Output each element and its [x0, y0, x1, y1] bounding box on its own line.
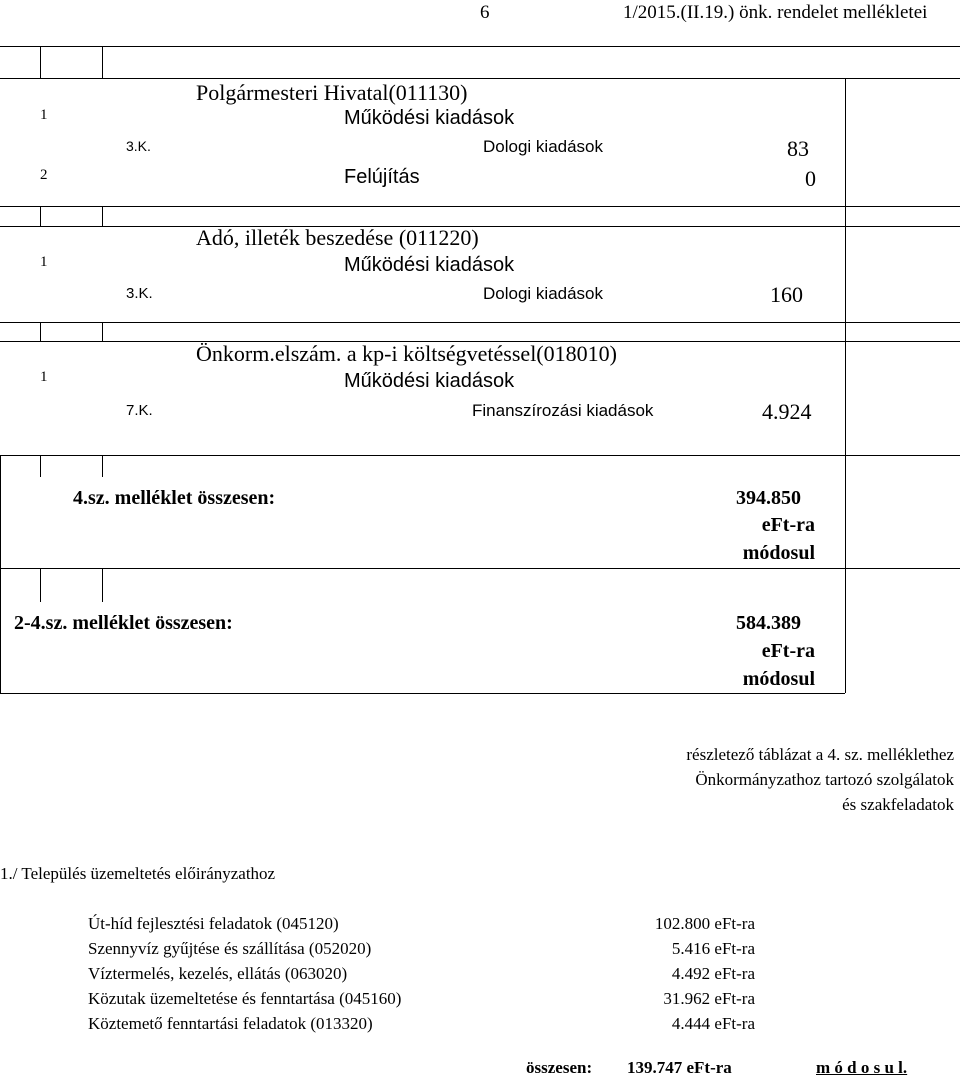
section-total-value: 139.747 eFt-ra [627, 1058, 732, 1077]
total24-label: 2-4.sz. melléklet összesen: [14, 612, 233, 634]
block3-row2-value: 4.924 [762, 399, 812, 424]
block3-row1-label: Működési kiadások [344, 370, 515, 392]
note-line3: és szakfeladatok [842, 795, 954, 814]
block3-title: Önkorm.elszám. a kp-i költségvetéssel(018010) [196, 341, 617, 366]
total4-word: módosul [742, 542, 815, 564]
list-item-label: Köztemető fenntartási feladatok (013320) [88, 1014, 373, 1033]
block1-row2-code: 3.K. [126, 138, 151, 154]
block2-row1-label: Működési kiadások [344, 254, 515, 276]
block1-row3-label: Felújítás [344, 166, 420, 188]
total24-value: 584.389 [736, 612, 801, 634]
block1-row3-value: 0 [805, 166, 816, 191]
block3-row1-num: 1 [40, 369, 48, 385]
block3-row2-code: 7.K. [126, 402, 153, 419]
total24-word: módosul [742, 668, 815, 690]
block1-title: Polgármesteri Hivatal(011130) [196, 80, 468, 105]
section-total-label: összesen: [526, 1058, 593, 1077]
section-heading: 1./ Település üzemeltetés előirányzathoz [0, 864, 276, 883]
list-item-value: 4.444 eFt-ra [671, 1014, 755, 1033]
block2-row2-label: Dologi kiadások [483, 284, 604, 303]
page-number: 6 [480, 2, 490, 23]
section-total-word: m ó d o s u l. [816, 1058, 908, 1077]
block1-row1-num: 1 [40, 107, 48, 123]
total4-label: 4.sz. melléklet összesen: [73, 487, 276, 509]
list-item-value: 5.416 eFt-ra [671, 939, 755, 958]
list-item-value: 102.800 eFt-ra [654, 914, 755, 933]
total24-unit: eFt-ra [761, 640, 815, 662]
block2-row2-code: 3.K. [126, 285, 153, 302]
total4-unit: eFt-ra [761, 514, 815, 536]
block2-row1-num: 1 [40, 254, 48, 270]
list-item-value: 31.962 eFt-ra [663, 989, 755, 1008]
note-line1: részletező táblázat a 4. sz. melléklethez [686, 745, 954, 764]
block1-row2-value: 83 [787, 136, 809, 161]
list-item-label: Út-híd fejlesztési feladatok (045120) [88, 914, 339, 933]
list-item-label: Közutak üzemeltetése és fenntartása (045160) [88, 989, 402, 1008]
block1-row3-num: 2 [40, 167, 48, 183]
block2-title: Adó, illeték beszedése (011220) [196, 225, 479, 250]
total4-value: 394.850 [736, 487, 801, 509]
block1-row1-label: Működési kiadások [344, 107, 515, 129]
block2-row2-value: 160 [770, 282, 803, 307]
block3-row2-label: Finanszírozási kiadások [472, 401, 654, 420]
decree-title: 1/2015.(II.19.) önk. rendelet mellékletei [623, 2, 928, 23]
list-item-value: 4.492 eFt-ra [671, 964, 755, 983]
list-item-label: Víztermelés, kezelés, ellátás (063020) [88, 964, 348, 983]
note-line2: Önkormányzathoz tartozó szolgálatok [695, 770, 954, 789]
list-item-label: Szennyvíz gyűjtése és szállítása (052020) [88, 939, 372, 958]
block1-row2-label: Dologi kiadások [483, 137, 604, 156]
